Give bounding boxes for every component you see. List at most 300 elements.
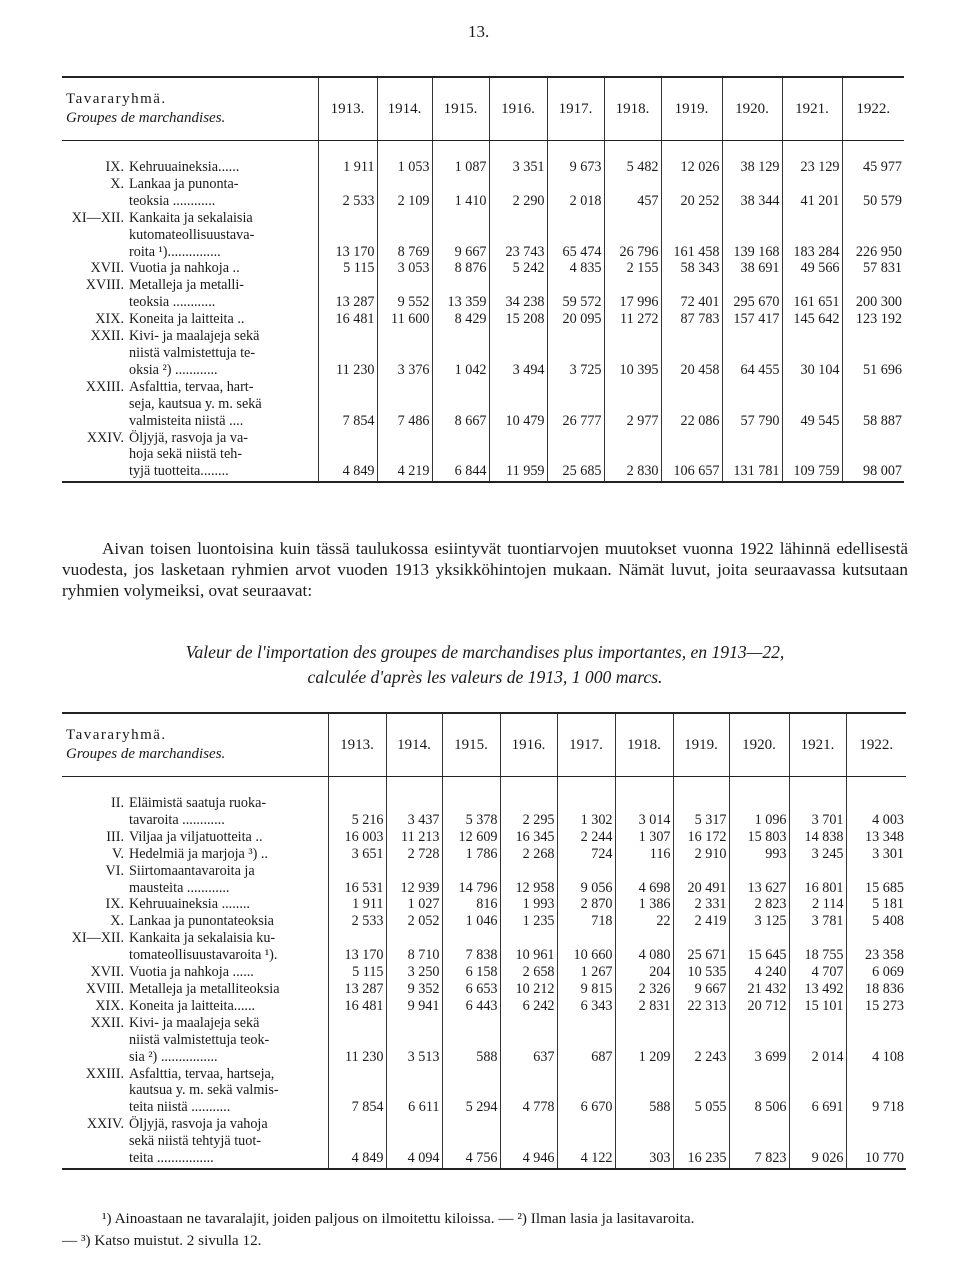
value-cell: 58 343 (661, 260, 722, 277)
group-name-line: Siirtomaantavaroita ja (129, 862, 255, 879)
value-cell: 1 386 (615, 896, 673, 913)
value-cell: 41 201 (782, 176, 842, 210)
value-cell: 57 790 (722, 379, 782, 430)
value-cell: 8 710 (386, 930, 442, 964)
value-cell: 6 670 (557, 1066, 615, 1117)
value-cell: 10 770 (846, 1116, 906, 1169)
year-header: 1917. (547, 77, 604, 141)
value-cell: 20 712 (729, 998, 789, 1015)
value-cell: 157 417 (722, 311, 782, 328)
table-row (62, 311, 904, 328)
group-name (128, 846, 328, 863)
value-cell: 34 238 (489, 277, 547, 311)
value-cell: 3 125 (729, 913, 789, 930)
value-cell: 13 627 (729, 863, 789, 897)
table-row (62, 277, 904, 311)
group-number: XVII. (90, 260, 124, 277)
table-row (62, 930, 906, 964)
value-cell: 11 600 (377, 311, 432, 328)
year-header: 1922. (842, 77, 904, 141)
value-cell: 15 208 (489, 311, 547, 328)
group-name-line: Viljaa ja viljatuotteita .. (129, 828, 263, 845)
value-cell: 5 242 (489, 260, 547, 277)
group-name (128, 1116, 328, 1169)
value-cell: 1 235 (500, 913, 557, 930)
value-cell: 13 348 (846, 829, 906, 846)
value-cell: 2 977 (604, 379, 661, 430)
value-cell: 13 170 (328, 930, 386, 964)
group-name-line: kutomateollisuustava- (129, 226, 255, 243)
spacer-row (62, 141, 904, 160)
value-cell: 17 996 (604, 277, 661, 311)
group-name (128, 430, 318, 483)
value-cell: 2 109 (377, 176, 432, 210)
group-name-line: Öljyjä, rasvoja ja va- (129, 429, 248, 446)
value-cell: 26 777 (547, 379, 604, 430)
group-name-line: Kankaita ja sekalaisia ku- (129, 930, 276, 947)
spacer-cell (789, 777, 846, 796)
value-cell: 161 458 (661, 210, 722, 261)
value-cell: 1 911 (328, 896, 386, 913)
value-cell: 1 027 (386, 896, 442, 913)
value-cell: 10 479 (489, 379, 547, 430)
value-cell: 16 003 (328, 829, 386, 846)
value-cell: 38 129 (722, 159, 782, 176)
value-cell: 3 437 (386, 795, 442, 829)
value-cell: 1 096 (729, 795, 789, 829)
group-name-line: Metalleja ja metalli- (129, 277, 245, 294)
value-cell: 1 046 (442, 913, 500, 930)
table-row (62, 829, 906, 846)
footnote-line-1: ¹) Ainoastaan ne tavaralajit, joiden paljous on ilmoitettu kiloissa. — ²) Ilman lasia ja lasitavaroita. (102, 1210, 695, 1227)
group-name-line: Metalleja ja metalliteoksia (129, 980, 280, 997)
value-cell: 18 755 (789, 930, 846, 964)
value-cell: 12 609 (442, 829, 500, 846)
group-number: XIX. (95, 311, 124, 328)
value-cell: 5 378 (442, 795, 500, 829)
group-number: XXIII. (85, 378, 124, 395)
group-header-fi: Tavararyhmä. (66, 727, 167, 743)
value-cell: 5 294 (442, 1066, 500, 1117)
table-row (62, 981, 906, 998)
group-name-line: teita niistä ........... (129, 1099, 231, 1116)
value-cell: 9 667 (673, 981, 729, 998)
value-cell: 8 769 (377, 210, 432, 261)
value-cell: 10 535 (673, 964, 729, 981)
value-cell: 4 219 (377, 430, 432, 483)
value-cell: 3 245 (789, 846, 846, 863)
value-cell: 2 290 (489, 176, 547, 210)
group-number: XIX. (95, 997, 124, 1014)
table-row (62, 260, 904, 277)
value-cell: 6 158 (442, 964, 500, 981)
value-cell: 2 728 (386, 846, 442, 863)
table-row (62, 913, 906, 930)
group-name (128, 795, 328, 829)
group-name-line: niistä valmistettuja te- (129, 344, 256, 361)
value-cell: 16 172 (673, 829, 729, 846)
value-cell: 4 835 (547, 260, 604, 277)
value-cell: 145 642 (782, 311, 842, 328)
spacer-cell (722, 141, 782, 160)
group-name-line: tyjä tuotteita........ (129, 463, 229, 480)
value-cell: 23 743 (489, 210, 547, 261)
group-name (128, 998, 328, 1015)
group-number: XVII. (90, 964, 124, 981)
value-cell: 2 331 (673, 896, 729, 913)
table-row (62, 328, 904, 379)
value-cell: 4 849 (328, 1116, 386, 1169)
value-cell: 57 831 (842, 260, 904, 277)
group-column-header (62, 77, 318, 141)
value-cell: 30 104 (782, 328, 842, 379)
group-name-line: sekä niistä tehtyjä tuot- (129, 1133, 261, 1150)
value-cell: 20 252 (661, 176, 722, 210)
explanatory-paragraph: Aivan toisen luontoisina kuin tässä taulukossa esiintyvät tuontiarvojen muutokset vuonna 1922 lähinnä edellisestä vuodesta, jos lasketaan ryhmien arvot vuoden 1913 yksikköhintojen mukaan. Nämät luvut, joita seuraavassa kutsutaan ryhmien volymeiksi, ovat seuraavat: (62, 539, 908, 601)
value-cell: 1 307 (615, 829, 673, 846)
group-name (128, 981, 328, 998)
value-cell: 131 781 (722, 430, 782, 483)
group-name (128, 829, 328, 846)
value-cell: 7 854 (328, 1066, 386, 1117)
value-cell: 13 170 (318, 210, 377, 261)
value-cell: 26 796 (604, 210, 661, 261)
header-row (62, 77, 904, 141)
group-number: IX. (105, 896, 124, 913)
value-cell: 64 455 (722, 328, 782, 379)
table-row (62, 998, 906, 1015)
group-number: XXII. (90, 328, 124, 345)
group-name-line: Kivi- ja maalajeja sekä (129, 328, 260, 345)
group-name-line: Hedelmiä ja marjoja ³) .. (129, 845, 268, 862)
value-cell: 11 272 (604, 311, 661, 328)
value-cell: 588 (615, 1066, 673, 1117)
value-cell: 9 056 (557, 863, 615, 897)
value-cell: 139 168 (722, 210, 782, 261)
value-cell: 87 783 (661, 311, 722, 328)
year-header: 1914. (377, 77, 432, 141)
group-name-line: Vuotia ja nahkoja .. (129, 260, 240, 277)
import-volume-table (62, 712, 906, 1170)
value-cell: 4 946 (500, 1116, 557, 1169)
group-number: V. (112, 845, 124, 862)
group-name-line: Kehruuaineksia ........ (129, 896, 250, 913)
value-cell: 6 691 (789, 1066, 846, 1117)
value-cell: 21 432 (729, 981, 789, 998)
footnote-line-2: — ³) Katso muistut. 2 sivulla 12. (62, 1232, 262, 1249)
group-name (128, 896, 328, 913)
table-row (62, 430, 904, 483)
group-name-line: valmisteita niistä .... (129, 412, 244, 429)
footnotes (62, 1208, 908, 1252)
value-cell: 2 295 (500, 795, 557, 829)
group-name (128, 260, 318, 277)
group-number: XXIII. (85, 1065, 124, 1082)
table-row (62, 159, 904, 176)
group-header-fi: Tavararyhmä. (66, 91, 167, 107)
value-cell: 5 216 (328, 795, 386, 829)
spacer-cell (661, 141, 722, 160)
value-cell: 16 481 (328, 998, 386, 1015)
value-cell: 4 108 (846, 1015, 906, 1066)
value-cell: 13 492 (789, 981, 846, 998)
value-cell: 16 481 (318, 311, 377, 328)
value-cell: 3 250 (386, 964, 442, 981)
value-cell: 2 244 (557, 829, 615, 846)
value-cell: 25 685 (547, 430, 604, 483)
value-cell: 4 003 (846, 795, 906, 829)
group-name (128, 930, 328, 964)
group-name (128, 379, 318, 430)
value-cell: 226 950 (842, 210, 904, 261)
spacer-row (62, 777, 906, 796)
value-cell: 816 (442, 896, 500, 913)
group-name (128, 964, 328, 981)
value-cell: 49 566 (782, 260, 842, 277)
table-row (62, 210, 904, 261)
group-header-fr: Groupes de marchandises. (66, 110, 226, 126)
value-cell: 9 941 (386, 998, 442, 1015)
group-name-line: Koneita ja laitteita .. (129, 311, 245, 328)
group-name (128, 176, 318, 210)
table-row (62, 1015, 906, 1066)
value-cell: 9 026 (789, 1116, 846, 1169)
value-cell: 45 977 (842, 159, 904, 176)
group-number: XXII. (90, 1014, 124, 1031)
value-cell: 4 698 (615, 863, 673, 897)
value-cell: 7 486 (377, 379, 432, 430)
value-cell: 25 671 (673, 930, 729, 964)
header-row (62, 713, 906, 777)
value-cell: 295 670 (722, 277, 782, 311)
value-cell: 1 410 (432, 176, 489, 210)
table-row (62, 1116, 906, 1169)
table-row (62, 795, 906, 829)
group-number: II. (111, 795, 124, 811)
import-value-table (62, 76, 904, 483)
value-cell: 6 242 (500, 998, 557, 1015)
value-cell: 14 796 (442, 863, 500, 897)
value-cell: 3 513 (386, 1015, 442, 1066)
table-row (62, 846, 906, 863)
group-number: XI—XII. (71, 209, 124, 226)
value-cell: 3 725 (547, 328, 604, 379)
year-header: 1914. (386, 713, 442, 777)
value-cell: 2 658 (500, 964, 557, 981)
group-number: III. (106, 828, 124, 845)
spacer-cell (386, 777, 442, 796)
group-name (128, 1015, 328, 1066)
value-cell: 58 887 (842, 379, 904, 430)
group-name-line: hoja sekä niistä teh- (129, 446, 243, 463)
year-header: 1920. (722, 77, 782, 141)
page-number: 13. (468, 22, 490, 41)
value-cell: 4 122 (557, 1116, 615, 1169)
value-cell: 50 579 (842, 176, 904, 210)
group-name (128, 863, 328, 897)
value-cell: 1 911 (318, 159, 377, 176)
year-header: 1921. (782, 77, 842, 141)
value-cell: 4 240 (729, 964, 789, 981)
value-cell: 11 213 (386, 829, 442, 846)
value-cell: 8 667 (432, 379, 489, 430)
group-name (128, 913, 328, 930)
spacer-cell (615, 777, 673, 796)
value-cell: 10 961 (500, 930, 557, 964)
value-cell: 2 243 (673, 1015, 729, 1066)
value-cell: 6 069 (846, 964, 906, 981)
value-cell: 16 235 (673, 1116, 729, 1169)
value-cell: 724 (557, 846, 615, 863)
spacer-cell (328, 777, 386, 796)
value-cell: 3 699 (729, 1015, 789, 1066)
value-cell: 1 302 (557, 795, 615, 829)
value-cell: 4 756 (442, 1116, 500, 1169)
value-cell: 183 284 (782, 210, 842, 261)
value-cell: 2 326 (615, 981, 673, 998)
value-cell: 457 (604, 176, 661, 210)
table-body (62, 777, 906, 1169)
value-cell: 2 831 (615, 998, 673, 1015)
table-body (62, 141, 904, 483)
spacer-cell (673, 777, 729, 796)
value-cell: 11 230 (318, 328, 377, 379)
group-number: XVIII. (85, 277, 124, 294)
value-cell: 3 376 (377, 328, 432, 379)
value-cell: 11 230 (328, 1015, 386, 1066)
value-cell: 588 (442, 1015, 500, 1066)
value-cell: 3 701 (789, 795, 846, 829)
value-cell: 16 345 (500, 829, 557, 846)
table-row (62, 863, 906, 897)
value-cell: 3 014 (615, 795, 673, 829)
year-header: 1915. (442, 713, 500, 777)
year-header: 1916. (500, 713, 557, 777)
value-cell: 161 651 (782, 277, 842, 311)
spacer-cell (547, 141, 604, 160)
group-name-line: mausteita ............ (129, 879, 230, 896)
value-cell: 4 778 (500, 1066, 557, 1117)
value-cell: 59 572 (547, 277, 604, 311)
value-cell: 204 (615, 964, 673, 981)
group-number: XVIII. (85, 980, 124, 997)
table-header (62, 713, 906, 777)
value-cell: 11 959 (489, 430, 547, 483)
value-cell: 1 209 (615, 1015, 673, 1066)
value-cell: 12 958 (500, 863, 557, 897)
group-name (128, 311, 318, 328)
group-number: VI. (105, 862, 124, 879)
value-cell: 5 055 (673, 1066, 729, 1117)
value-cell: 4 094 (386, 1116, 442, 1169)
spacer-cell (432, 141, 489, 160)
value-cell: 1 993 (500, 896, 557, 913)
value-cell: 9 673 (547, 159, 604, 176)
year-header: 1921. (789, 713, 846, 777)
group-name-line: teita ................ (129, 1150, 214, 1167)
value-cell: 2 014 (789, 1015, 846, 1066)
value-cell: 9 718 (846, 1066, 906, 1117)
value-cell: 2 830 (604, 430, 661, 483)
value-cell: 1 053 (377, 159, 432, 176)
group-number: X. (110, 913, 124, 930)
table-row (62, 964, 906, 981)
group-name-line: Koneita ja laitteita...... (129, 997, 256, 1014)
group-number: XI—XII. (71, 930, 124, 947)
group-name-line: roita ¹)............... (129, 243, 221, 260)
value-cell: 22 313 (673, 998, 729, 1015)
group-number: XXIV. (62, 430, 128, 483)
group-name-line: oksia ²) ............ (129, 361, 218, 378)
table-header (62, 77, 904, 141)
value-cell: 16 801 (789, 863, 846, 897)
group-name-line: Lankaa ja punontateoksia (129, 913, 274, 930)
value-cell: 2 052 (386, 913, 442, 930)
group-name (128, 277, 318, 311)
group-name-line: seja, kautsua y. m. sekä (129, 395, 262, 412)
value-cell: 20 095 (547, 311, 604, 328)
value-cell: 109 759 (782, 430, 842, 483)
year-header: 1916. (489, 77, 547, 141)
group-number: X. (110, 175, 124, 192)
table-row (62, 1066, 906, 1117)
group-name-line: tavaroita ............ (129, 811, 225, 828)
year-header: 1918. (615, 713, 673, 777)
value-cell: 16 531 (328, 863, 386, 897)
value-cell: 123 192 (842, 311, 904, 328)
group-name-line: Kehruuaineksia...... (129, 159, 240, 175)
value-cell: 2 533 (318, 176, 377, 210)
group-name (128, 1066, 328, 1117)
value-cell: 12 026 (661, 159, 722, 176)
group-column-header (62, 713, 328, 777)
value-cell: 22 086 (661, 379, 722, 430)
value-cell: 5 115 (318, 260, 377, 277)
spacer-cell (62, 777, 128, 796)
value-cell: 72 401 (661, 277, 722, 311)
group-name-line: teoksia ............ (129, 192, 216, 209)
value-cell: 1 042 (432, 328, 489, 379)
value-cell: 6 844 (432, 430, 489, 483)
value-cell: 718 (557, 913, 615, 930)
spacer-cell (782, 141, 842, 160)
year-header: 1915. (432, 77, 489, 141)
group-name-line: tomateollisuustavaroita ¹). (129, 947, 278, 964)
value-cell: 9 552 (377, 277, 432, 311)
year-header: 1922. (846, 713, 906, 777)
value-cell: 15 685 (846, 863, 906, 897)
value-cell: 7 823 (729, 1116, 789, 1169)
value-cell: 15 803 (729, 829, 789, 846)
group-name-line: Asfalttia, tervaa, hart- (129, 378, 254, 395)
value-cell: 65 474 (547, 210, 604, 261)
value-cell: 2 823 (729, 896, 789, 913)
group-name-line: sia ²) ................ (129, 1048, 218, 1065)
spacer-cell (846, 777, 906, 796)
caption-line-1: Valeur de l'importation des groupes de marchandises plus importantes, en 1913—22, (185, 642, 785, 662)
value-cell: 13 287 (318, 277, 377, 311)
value-cell: 9 352 (386, 981, 442, 998)
table-row (62, 379, 904, 430)
value-cell: 3 781 (789, 913, 846, 930)
table-row (62, 896, 906, 913)
group-name-line: Eläimistä saatuja ruoka- (129, 795, 267, 811)
value-cell: 2 533 (328, 913, 386, 930)
spacer-cell (557, 777, 615, 796)
value-cell: 38 344 (722, 176, 782, 210)
value-cell: 6 611 (386, 1066, 442, 1117)
value-cell: 200 300 (842, 277, 904, 311)
